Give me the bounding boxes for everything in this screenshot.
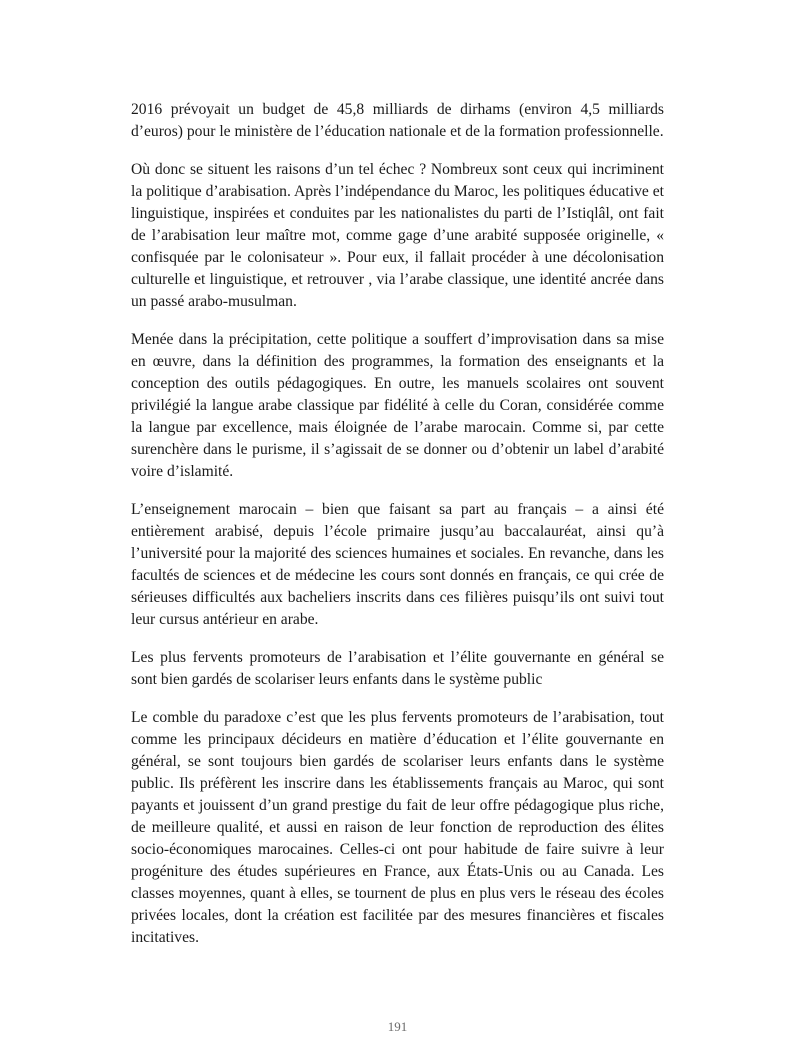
paragraph-enseignement: L’enseignement marocain – bien que faisant sa part au français – a ainsi été entièrement arabisé, depuis l’école primaire jusqu’au baccalauréat, ainsi qu’à l’université pour la majorité des sciences humaines et sociales. En revanche, dans les facultés de sciences et de médecine les cours sont donnés en français, ce qui crée de sérieuses difficultés aux bacheliers inscrits dans ces filières puisqu’ils ont suivi tout leur cursus antérieur en arabe.: [131, 501, 664, 628]
paragraph-arabisation-causes: Où donc se situent les raisons d’un tel échec ? Nombreux sont ceux qui incriminent la politique d’arabisation. Après l’indépendance du Maroc, les politiques éducative et linguistique, inspirées et conduites par les nationalistes du parti de l’Istiqlâl, ont fait de l’arabisation leur maître mot, comme gage d’une arabité supposée originelle, « confisquée par le colonisateur ». Pour eux, il fallait procéder à une décolonisation culturelle et linguistique, et retrouver , via l’arabe classique, une identité ancrée dans un passé arabo-musulman.: [131, 161, 664, 310]
paragraph-paradoxe: Le comble du paradoxe c’est que les plus fervents promoteurs de l’arabisation, tout comme les principaux décideurs en matière d’éducation et l’élite gouvernante en général, se sont toujours bien gardés de scolariser leurs enfants dans le système public. Ils préfèrent les inscrire dans les établissements français au Maroc, qui sont payants et jouissent d’un grand prestige du fait de leur offre pédagogique plus riche, de meilleure qualité, et aussi en raison de leur fonction de reproduction des élites socio-économiques marocaines. Celles-ci ont pour habitude de faire suivre à leur progéniture des études supérieures en France, aux États-Unis ou au Canada. Les classes moyennes, quant à elles, se tournent de plus en plus vers le réseau des écoles privées locales, dont la création est facilitée par des mesures financières et fiscales incitatives.: [131, 709, 664, 946]
paragraph-budget: 2016 prévoyait un budget de 45,8 milliards de dirhams (environ 4,5 milliards d’euros) pour le ministère de l’éducation nationale et de la formation professionnelle.: [131, 101, 664, 140]
paragraph-improvisation: Menée dans la précipitation, cette politique a souffert d’improvisation dans sa mise en œuvre, dans la définition des programmes, la formation des enseignants et la conception des outils pédagogiques. En outre, les manuels scolaires ont souvent privilégié la langue arabe classique par fidélité à celle du Coran, considérée comme la langue par excellence, mais éloignée de l’arabe marocain. Comme si, par cette surenchère dans le purisme, il s’agissait de se donner ou d’obtenir un label d’arabité voire d’islamité.: [131, 331, 664, 480]
paragraph-elite-summary: Les plus fervents promoteurs de l’arabisation et l’élite gouvernante en général se sont bien gardés de scolariser leurs enfants dans le système public: [131, 649, 664, 688]
page-number: 191: [387, 1019, 408, 1034]
body-text: [131, 99, 664, 965]
